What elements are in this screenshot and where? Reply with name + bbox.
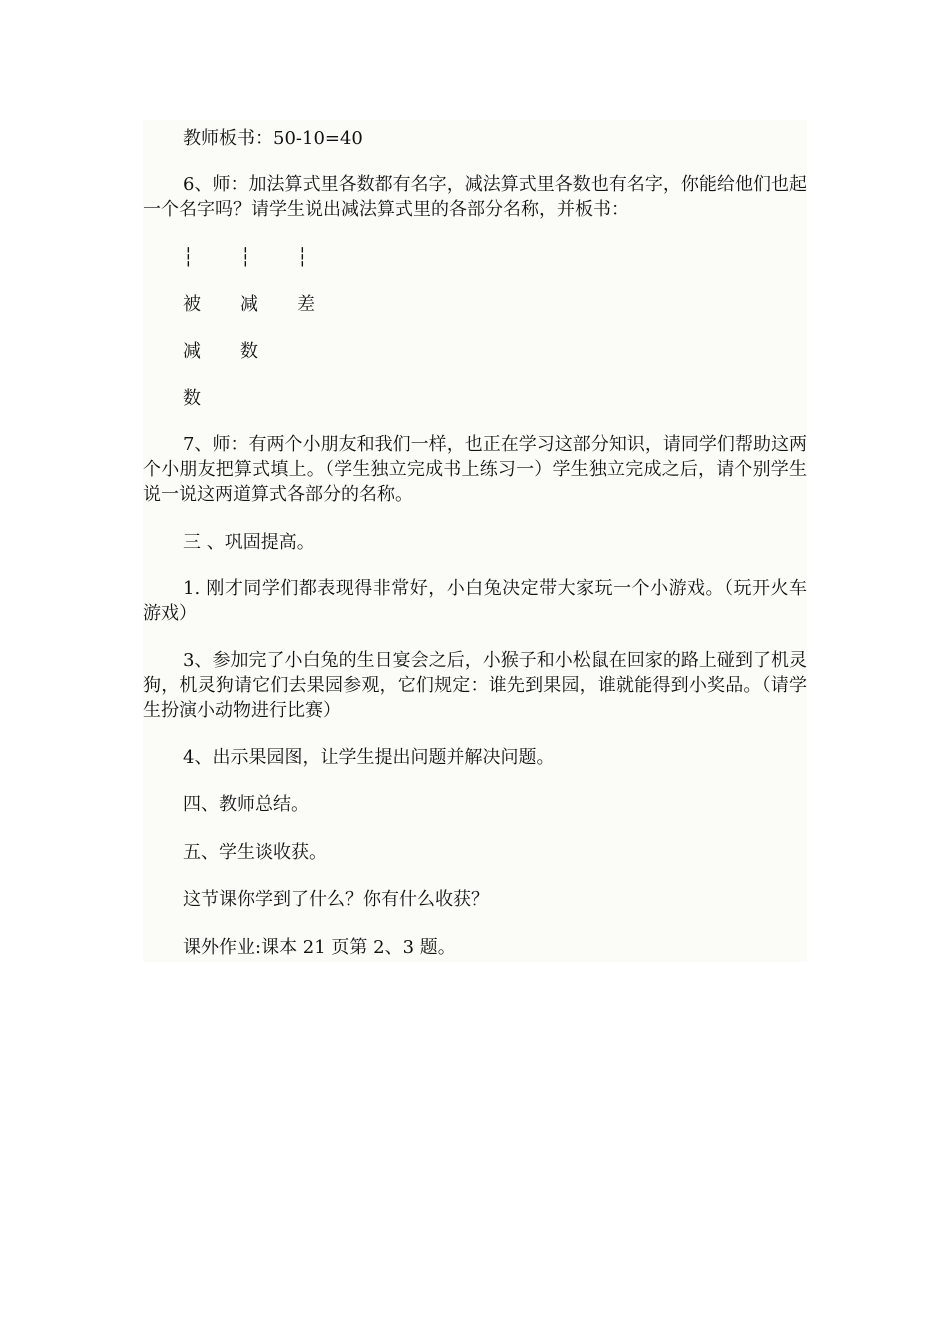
step-7-paragraph: 7、师：有两个小朋友和我们一样，也正在学习这部分知识，请同学们帮助这两个小朋友把算式填上。（学生独立完成书上练习一）学生独立完成之后，请个别学生说一说这两道算式各部分的名称。 (143, 434, 807, 505)
subtrahend-char-2: 数 (240, 341, 258, 362)
section-4-heading: 四、教师总结。 (183, 794, 309, 815)
difference-column (297, 245, 327, 317)
bracket-marker: ┆ (240, 247, 251, 268)
document-page-content (143, 120, 807, 962)
minuend-char-1: 被 (183, 294, 201, 315)
subtrahend-char-1: 减 (240, 294, 258, 315)
minuend-column (183, 245, 213, 411)
subtrahend-column (240, 245, 270, 364)
minuend-char-2: 减 (183, 341, 201, 362)
section-3-heading: 三 、巩固提高。 (183, 532, 315, 553)
item-1-paragraph: 1. 刚才同学们都表现得非常好，小白兔决定带大家玩一个小游戏。（玩开火车游戏） (143, 578, 807, 624)
minuend-char-3: 数 (183, 388, 201, 409)
step-6-paragraph: 6、师：加法算式里各数都有名字，减法算式里各数也有名字，你能给他们也起一个名字吗？请学生说出减法算式里的各部分名称，并板书： (143, 174, 807, 220)
homework-line: 课外作业:课本 21 页第 2、3 题。 (183, 937, 456, 958)
item-4-line: 4、出示果园图，让学生提出问题并解决问题。 (183, 747, 555, 768)
board-writing-line: 教师板书：50-10=40 (183, 128, 363, 149)
bracket-marker: ┆ (183, 247, 194, 268)
section-5-heading: 五、学生谈收获。 (183, 842, 327, 863)
item-3-paragraph: 3、参加完了小白兔的生日宴会之后，小猴子和小松鼠在回家的路上碰到了机灵狗，机灵狗请它们去果园参观，它们规定：谁先到果园，谁就能得到小奖品。（请学生扮演小动物进行比赛） (143, 650, 807, 721)
difference-char-1: 差 (297, 294, 315, 315)
reflection-question: 这节课你学到了什么？你有什么收获？ (183, 889, 489, 910)
bracket-marker: ┆ (297, 247, 308, 268)
